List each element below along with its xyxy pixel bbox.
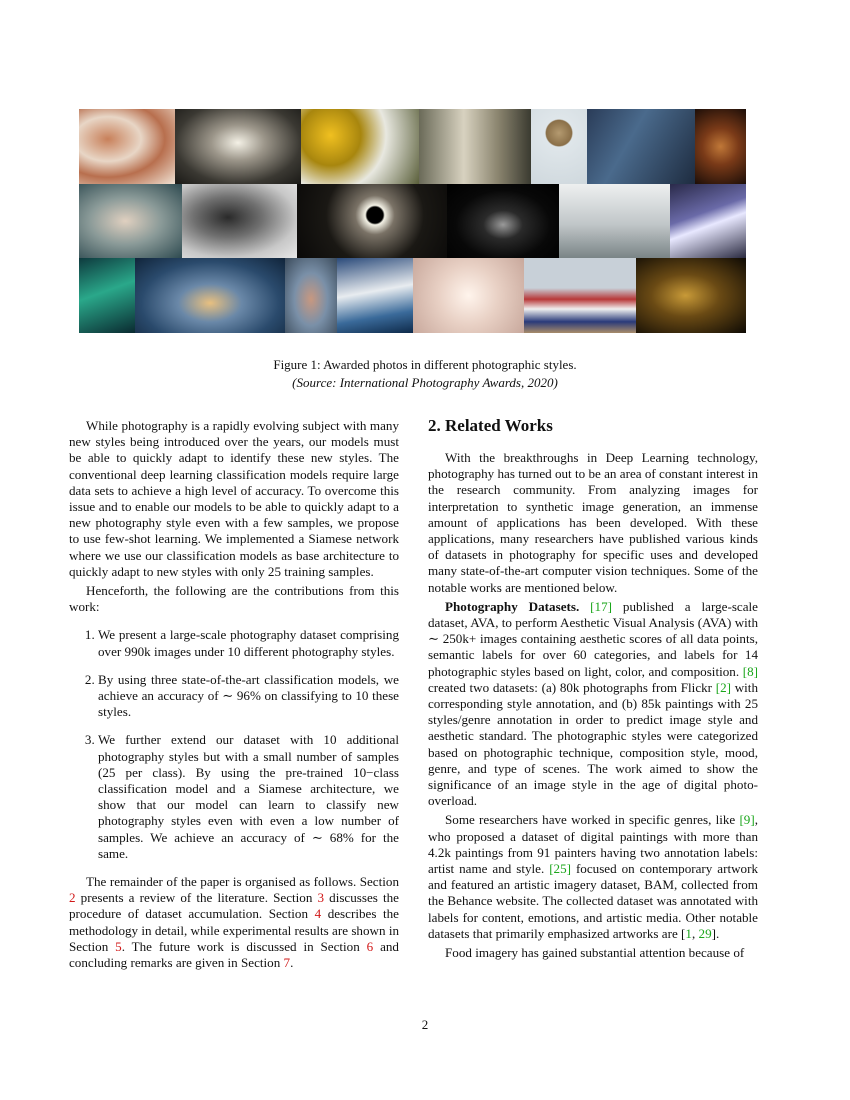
photo-white-flowers: [413, 258, 524, 333]
photo-woman-forest: [419, 109, 531, 184]
contributions-list: [69, 627, 399, 862]
photo-solar-eclipse: [297, 184, 447, 258]
photo-ice-cave: [135, 258, 285, 333]
citation-17[interactable]: [17]: [590, 598, 612, 614]
photo-abstract-sand: [79, 109, 175, 184]
text-run: The remainder of the paper is organised as follows. Section: [86, 874, 399, 890]
section-link-7[interactable]: 7: [283, 955, 291, 971]
citation-25[interactable]: [25]: [549, 861, 572, 877]
photo-sphere-pillar: [531, 109, 587, 184]
section-link-2[interactable]: 2: [69, 890, 76, 906]
photo-car-headlights: [447, 184, 559, 258]
photography-datasets-paragraph: [428, 599, 758, 810]
photo-flag-children: [524, 258, 636, 333]
citation-8[interactable]: [8]: [742, 663, 758, 679]
text-run: ,: [691, 925, 699, 941]
caption-main: Figure 1: Awarded photos in different photographic styles.: [273, 357, 577, 372]
photo-aurora: [79, 258, 135, 333]
section-heading-related-works: 2. Related Works: [428, 416, 553, 435]
text-run: .: [290, 955, 294, 971]
text-run: created two datasets: (a) 80k photographs from Flickr: [428, 679, 716, 695]
photo-snowy-mountain: [337, 258, 413, 333]
right-column: [428, 416, 758, 961]
contribution-item: 2. By using three state-of-the-art classification models, we achieve an accuracy of ∼ 96% on classifying to 10 these styles.: [98, 672, 399, 721]
photo-elderly-embrace: [79, 184, 182, 258]
text-run: and concluding remarks are given in Section: [69, 938, 399, 971]
citation-9[interactable]: [9]: [739, 812, 755, 828]
text-run: focused on contemporary artwork and featured an artistic imagery dataset, BAM, collected from the Behance website. The collected dataset was annotated with labels for content, emotions, and artistic media. Other notable datasets that primarily emphasized artworks are [: [428, 861, 758, 941]
section-link-5[interactable]: 5: [115, 938, 122, 954]
text-run: with corresponding style annotation, and (b) 85k paintings with 25 styles/genre annotation in order to predict image style and aesthetic standard. The photographic styles were categorized based on photographic technique, composition style, mood, genre, and type of scenes. The work aimed to show the significance of an image style in the age of digital photo-overload.: [428, 679, 758, 809]
contribution-item: 1. We present a large-scale photography dataset comprising over 990k images under 10 different photography styles.: [98, 627, 399, 659]
citation-1[interactable]: 1: [685, 925, 692, 941]
photo-foggy-landscape: [559, 184, 670, 258]
photo-elephant-bw: [182, 184, 297, 258]
text-run: describes the methodology in detail, while experimental results are shown in Section: [69, 906, 399, 954]
text-run: . The future work is discussed in Section: [121, 938, 367, 954]
photo-theater-interior: [175, 109, 301, 184]
photo-surgeon-portrait: [285, 258, 337, 333]
citation-29[interactable]: 29: [698, 925, 712, 941]
text-run: presents a review of the literature. Section: [75, 890, 318, 906]
genres-paragraph: [428, 812, 758, 942]
caption-source: (Source: International Photography Awards, 2020): [292, 375, 558, 390]
contributions-intro: Henceforth, the following are the contributions from this work:: [69, 583, 399, 615]
text-run: discusses the procedure of dataset accumulation. Section: [69, 890, 399, 922]
text-run: published a large-scale dataset, AVA, to perform Aesthetic Visual Analysis (AVA) with ∼ 250k+ images containing aesthetic scores of all data points, semantic labels for over 60 categories, and labels for 14 photographic styles based on light, color, and composition.: [428, 598, 758, 679]
text-run: , who proposed a dataset of digital paintings with more than 4.2k paintings from 91 painters having two annotation labels: artist name and style.: [428, 812, 758, 877]
photo-child-blue-wall: [587, 109, 695, 184]
photo-golden-dancers: [636, 258, 746, 333]
text-run: ].: [711, 925, 720, 941]
photo-cellist-smoke: [301, 109, 419, 184]
food-imagery-paragraph: Food imagery has gained substantial attention because of: [445, 945, 745, 961]
page-number: 2: [421, 1017, 429, 1032]
figure-caption: [0, 356, 850, 392]
related-works-intro: With the breakthroughs in Deep Learning technology, photography has turned out to be an area of constant interest in the research community. From analyzing images for interpretation to synthetic image generation, an immense amount of applications has been developed. With these applications, many researchers have published various kinds of datasets in photography for specific uses and developed many state-of-the-art computer vision techniques. Some of the notable works are mentioned below.: [428, 450, 758, 595]
section-link-3[interactable]: 3: [317, 890, 325, 906]
contribution-item: 3. We further extend our dataset with 10 additional photography styles but with a small number of samples (25 per class). By using the pre-trained 10−class classification model and a Siamese architecture, we show that our model can learn to classify new photography styles even with even a low number of samples. We achieve an accuracy of ∼ 68% for the same.: [98, 732, 399, 862]
intro-paragraph: While photography is a rapidly evolving subject with many new styles being introduced over the years, our models must be able to quickly adapt to identify these new styles. The conventional deep learning classification models require large data sets to achieve a high level of accuracy. To overcome this issue and to enable our models to be able to quickly adapt to a new photography style even with a few samples, we propose to use few-shot learning. We implemented a Siamese network where we use our classification models as base architecture to quickly adapt to new styles with only 25 training samples.: [69, 418, 399, 579]
citation-2[interactable]: [2]: [715, 679, 732, 695]
section-link-4[interactable]: 4: [314, 906, 322, 922]
photo-lightning-storm: [670, 184, 746, 258]
section-link-6[interactable]: 6: [366, 938, 374, 954]
left-column: [69, 418, 399, 971]
photo-bread-food: [695, 109, 746, 184]
text-run: Some researchers have worked in specific genres, like: [445, 812, 740, 828]
paper-outline-paragraph: [69, 874, 399, 971]
runin-heading: Photography Datasets.: [445, 598, 580, 614]
figure-photo-mosaic: [79, 109, 746, 333]
